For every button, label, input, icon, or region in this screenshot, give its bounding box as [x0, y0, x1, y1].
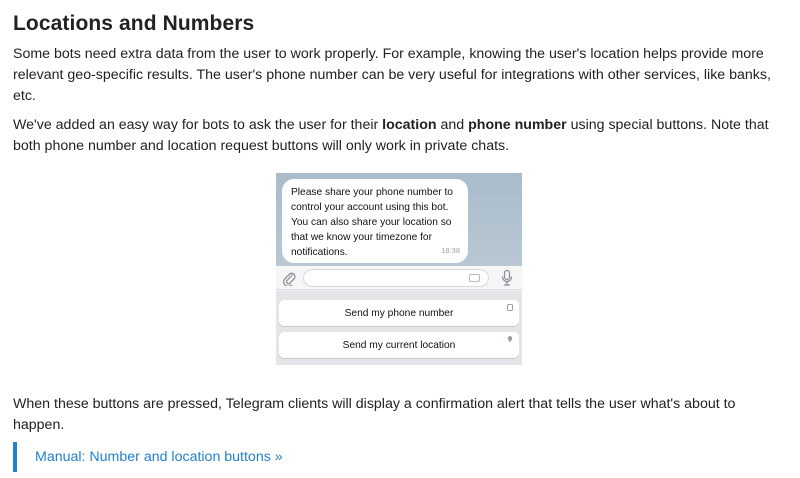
message-time: 18:38 [441, 246, 460, 255]
send-location-label: Send my current location [342, 339, 456, 351]
message-input[interactable] [303, 269, 489, 287]
section-title: Locations and Numbers [13, 12, 255, 35]
intro-paragraph: Some bots need extra data from the user to work properly. For example, knowing the user's location helps provide more relevant geo-specific results. The user's phone number can be very useful for integrations with other services, like banks, etc. [13, 46, 771, 104]
bold-location: location [382, 117, 437, 133]
send-phone-number-button[interactable] [279, 300, 519, 326]
telegram-screenshot-figure [276, 173, 522, 365]
buttons-paragraph-prefix: We've added an easy way for bots to ask the user for their [13, 117, 383, 133]
attach-icon[interactable] [282, 270, 296, 286]
location-request-icon [507, 336, 513, 343]
buttons-paragraph [13, 115, 785, 157]
message-text: Please share your phone number to control your account using this bot. You can also share your location so that we know your timezone for notifications. [291, 187, 453, 258]
message-input-bar [276, 266, 522, 290]
bold-phone-number: phone number [468, 117, 567, 133]
keyboard-icon[interactable] [469, 274, 480, 282]
manual-link-block [13, 442, 333, 472]
confirmation-paragraph: When these buttons are pressed, Telegram clients will display a confirmation alert that tells the user what's about to happen. [13, 396, 736, 433]
chat-background [276, 173, 522, 266]
buttons-paragraph-suffix: using special buttons. Note that both phone number and location request buttons will only work in private chats. [13, 117, 769, 154]
message-bubble [282, 179, 468, 263]
manual-link[interactable]: Manual: Number and location buttons » [35, 449, 283, 465]
send-phone-number-label: Send my phone number [344, 307, 454, 319]
microphone-icon[interactable] [500, 269, 514, 287]
send-location-button[interactable] [279, 332, 519, 358]
custom-keyboard [276, 291, 522, 365]
phone-request-icon [507, 304, 513, 311]
buttons-paragraph-middle: and [436, 117, 469, 133]
